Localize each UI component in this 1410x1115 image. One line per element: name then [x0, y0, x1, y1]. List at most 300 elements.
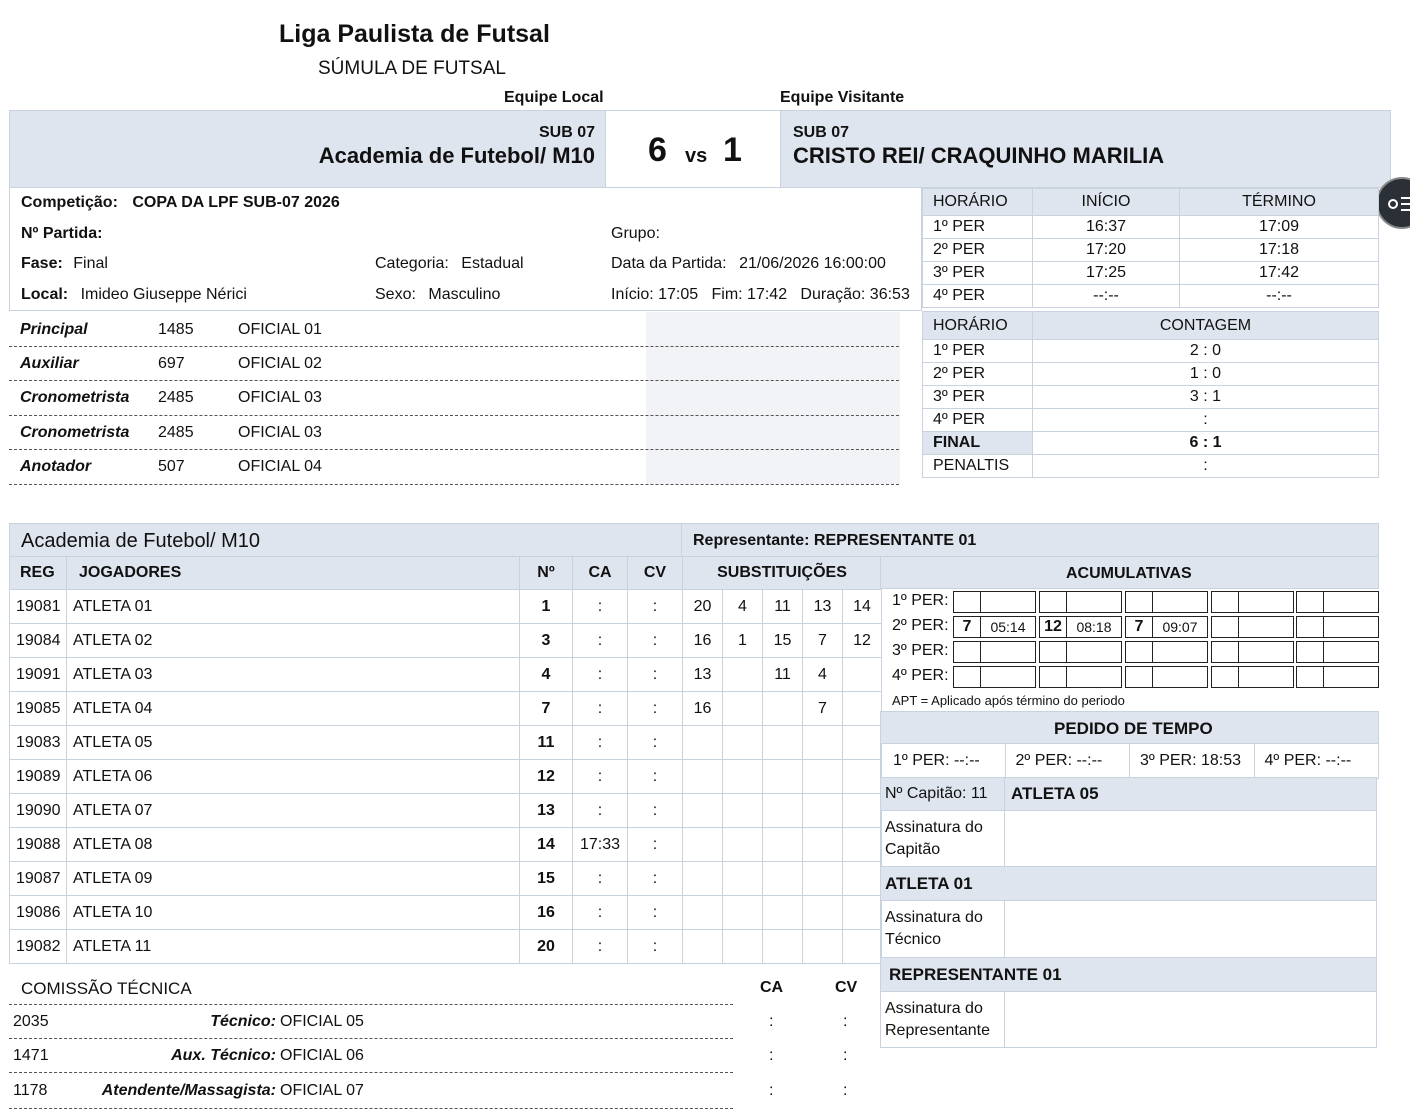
player-sub: [723, 760, 763, 794]
player-sub: [843, 930, 882, 964]
acum-time-box: 05:14: [980, 616, 1036, 638]
player-row: [10, 794, 882, 828]
comissao-ca: :: [769, 1082, 774, 1099]
player-sub: 11: [763, 590, 803, 624]
comissao-role: Aux. Técnico:: [171, 1047, 276, 1064]
final-label: FINAL: [923, 432, 1033, 455]
player-sub: [763, 828, 803, 862]
player-number: 11: [520, 726, 573, 760]
period-label: 2º PER: [923, 239, 1033, 262]
home-team-name: Academia de Futebol/ M10: [318, 143, 595, 168]
representante-bar: [681, 523, 1379, 557]
pedido-period: 4º PER: --:--: [1254, 744, 1379, 779]
player-reg: 19089: [10, 760, 67, 794]
player-name: ATLETA 03: [67, 658, 520, 692]
official-row: [9, 381, 899, 416]
player-sub: [763, 862, 803, 896]
official-row: [9, 312, 899, 347]
player-sub: [683, 760, 723, 794]
acum-player-box: 7: [953, 616, 981, 638]
horario-table: [922, 188, 1379, 308]
period-label: 3º PER: [923, 386, 1033, 409]
acum-time-box: [1152, 591, 1208, 613]
apt-note: APT = Aplicado após término do periodo: [892, 693, 1125, 708]
acum-time-box: [1066, 641, 1122, 663]
player-sub: 11: [763, 658, 803, 692]
comissao-num: 1471: [13, 1047, 49, 1064]
sexo-row: [375, 286, 500, 304]
acum-time-box: [1152, 641, 1208, 663]
comissao-role-wrap: [69, 1047, 276, 1065]
acum-time-box: [1323, 616, 1379, 638]
fase-label: Fase:: [21, 255, 63, 272]
sign-tecnico-field[interactable]: [1005, 901, 1377, 958]
acum-player-box: [1211, 591, 1239, 613]
player-row: [10, 624, 882, 658]
termino-header-cell: TÉRMINO: [1180, 189, 1379, 216]
period-label: 3º PER: [923, 262, 1033, 285]
player-reg: 19082: [10, 930, 67, 964]
player-row: [10, 590, 882, 624]
acum-player-box: [1296, 666, 1324, 688]
final-score: 6 : 1: [1033, 432, 1379, 455]
pedido-period: 3º PER: 18:53: [1130, 744, 1255, 779]
competicao-row: [21, 194, 340, 212]
comissao-role: Técnico:: [210, 1013, 276, 1030]
contagem-final-row: [923, 432, 1379, 455]
player-sub: [843, 692, 882, 726]
horario-row: [923, 262, 1379, 285]
team-title-bar: [9, 523, 682, 557]
acum-time-box: [980, 591, 1036, 613]
end-time: 17:09: [1180, 216, 1379, 239]
player-reg: 19086: [10, 896, 67, 930]
sign-tecnico-line2: Técnico: [885, 931, 942, 948]
end-time: 17:42: [1180, 262, 1379, 285]
categoria-row: [375, 255, 524, 273]
player-sub: [683, 794, 723, 828]
player-sub: 20: [683, 590, 723, 624]
player-reg: 19091: [10, 658, 67, 692]
acum-player-box: [1296, 616, 1324, 638]
inicio-header-cell: INÍCIO: [1033, 189, 1180, 216]
player-cv: :: [628, 624, 683, 658]
player-name: ATLETA 07: [67, 794, 520, 828]
player-row: [10, 862, 882, 896]
player-row: [10, 692, 882, 726]
player-number: 13: [520, 794, 573, 828]
tecnico-name: ATLETA 01: [881, 867, 1377, 901]
official-number: 1485: [158, 321, 194, 338]
player-sub: [763, 692, 803, 726]
official-name: OFICIAL 01: [238, 321, 322, 338]
official-role: Auxiliar: [20, 355, 79, 372]
players-table: [9, 556, 882, 964]
player-number: 15: [520, 862, 573, 896]
acum-time-box: [1323, 591, 1379, 613]
rep-name: REPRESENTANTE 01: [881, 958, 1377, 992]
acum-time-box: [1238, 666, 1294, 688]
player-sub: [723, 692, 763, 726]
player-name: ATLETA 01: [67, 590, 520, 624]
capitao-name: ATLETA 05: [1005, 778, 1377, 811]
official-role: Anotador: [20, 458, 92, 475]
acum-player-box: [1211, 641, 1239, 663]
local-value: Imideo Giuseppe Nérici: [80, 286, 247, 303]
acumulativas-title: ACUMULATIVAS: [1066, 565, 1192, 582]
player-sub: [843, 726, 882, 760]
end-time: 17:18: [1180, 239, 1379, 262]
player-sub: [803, 794, 843, 828]
acumulativas-panel: [880, 589, 1379, 711]
categoria-value: Estadual: [461, 255, 524, 272]
start-time: --:--: [1033, 285, 1180, 308]
player-ca: 17:33: [573, 828, 628, 862]
official-number: 2485: [158, 424, 194, 441]
player-sub: 14: [843, 590, 882, 624]
sign-rep-label: [881, 992, 1005, 1048]
pedido-period: 2º PER: --:--: [1005, 744, 1130, 779]
comissao-num: 2035: [13, 1013, 49, 1030]
comissao-role-wrap: [129, 1013, 276, 1031]
official-row: [9, 416, 899, 450]
penaltis-label: PENALTIS: [923, 455, 1033, 478]
capitao-label: Nº Capitão: 11: [881, 778, 1005, 811]
vs-label: vs: [685, 145, 708, 167]
comissao-role-wrap: [49, 1082, 276, 1100]
player-sub: [723, 896, 763, 930]
comissao-row: [9, 1005, 881, 1039]
representante-label: Representante: REPRESENTANTE 01: [693, 532, 977, 549]
period-score: :: [1033, 409, 1379, 432]
comissao-ca-header: CA: [760, 979, 784, 996]
player-sub: [723, 828, 763, 862]
grupo-label: Grupo:: [611, 225, 660, 242]
categoria-label: Categoria:: [375, 255, 449, 272]
official-name: OFICIAL 02: [238, 355, 322, 372]
player-cv: :: [628, 930, 683, 964]
num-header: Nº: [520, 557, 573, 590]
acum-player-box: [1211, 616, 1239, 638]
official-number: 2485: [158, 389, 194, 406]
horario-header-cell: HORÁRIO: [923, 312, 1033, 340]
player-sub: [683, 862, 723, 896]
tempo-row: Início: 17:05 Fim: 17:42 Duração: 36:53: [611, 286, 910, 303]
start-time: 17:20: [1033, 239, 1180, 262]
document-title: SÚMULA DE FUTSAL: [318, 58, 506, 79]
period-score: 3 : 1: [1033, 386, 1379, 409]
away-score: 1: [723, 131, 742, 169]
player-number: 3: [520, 624, 573, 658]
player-reg: 19087: [10, 862, 67, 896]
period-label: 1º PER: [923, 216, 1033, 239]
player-ca: :: [573, 726, 628, 760]
player-sub: 4: [803, 658, 843, 692]
player-ca: :: [573, 760, 628, 794]
period-score: 2 : 0: [1033, 340, 1379, 363]
pedido-header: [880, 711, 1379, 744]
comissao-name: OFICIAL 07: [280, 1082, 364, 1099]
sign-tecnico-label: [881, 901, 1005, 958]
acum-time-box: [1238, 616, 1294, 638]
contagem-row: [923, 409, 1379, 432]
period-label: 2º PER: [923, 363, 1033, 386]
player-ca: :: [573, 692, 628, 726]
pedido-title: PEDIDO DE TEMPO: [1054, 719, 1213, 738]
sign-captain-line2: Capitão: [885, 840, 941, 858]
sexo-label: Sexo:: [375, 286, 416, 303]
period-label: 4º PER: [923, 409, 1033, 432]
player-number: 4: [520, 658, 573, 692]
horario-row: [923, 239, 1379, 262]
player-sub: [683, 828, 723, 862]
player-name: ATLETA 06: [67, 760, 520, 794]
pedido-table: [880, 743, 1379, 779]
player-sub: 15: [763, 624, 803, 658]
acum-time-box: [1066, 591, 1122, 613]
players-header: [10, 557, 882, 590]
data-value: 21/06/2026 16:00:00: [739, 255, 886, 272]
official-row: [9, 347, 899, 381]
acum-period-label: 4º PER:: [892, 667, 949, 684]
player-sub: [683, 896, 723, 930]
player-cv: :: [628, 658, 683, 692]
away-team-name: CRISTO REI/ CRAQUINHO MARILIA: [793, 143, 1165, 168]
player-sub: 13: [683, 658, 723, 692]
player-sub: [843, 658, 882, 692]
sign-rep-field[interactable]: [1005, 992, 1377, 1048]
player-sub: 16: [683, 692, 723, 726]
penaltis-score: :: [1033, 455, 1379, 478]
player-sub: 16: [683, 624, 723, 658]
pedido-period: 1º PER: --:--: [881, 744, 1006, 779]
player-sub: 7: [803, 692, 843, 726]
acum-period-label: 2º PER:: [892, 617, 949, 634]
player-ca: :: [573, 896, 628, 930]
comissao-title: COMISSÃO TÉCNICA: [21, 979, 192, 998]
acum-player-box: [1125, 666, 1153, 688]
acum-time-box: 08:18: [1066, 616, 1122, 638]
acum-time-box: [1238, 641, 1294, 663]
acum-time-box: [1238, 591, 1294, 613]
cv-header: CV: [628, 557, 683, 590]
score-panel: [605, 110, 781, 188]
horario-row: [923, 216, 1379, 239]
player-cv: :: [628, 590, 683, 624]
acumulativas-header: [880, 556, 1379, 589]
player-cv: :: [628, 828, 683, 862]
player-ca: :: [573, 590, 628, 624]
player-number: 12: [520, 760, 573, 794]
officials-list: [9, 312, 899, 485]
contagem-row: [923, 363, 1379, 386]
player-name: ATLETA 08: [67, 828, 520, 862]
period-label: 1º PER: [923, 340, 1033, 363]
comissao-ca: :: [769, 1013, 774, 1030]
comissao-name: OFICIAL 05: [280, 1013, 364, 1030]
acum-time-box: [1066, 666, 1122, 688]
player-number: 7: [520, 692, 573, 726]
player-sub: 4: [723, 590, 763, 624]
player-sub: [803, 930, 843, 964]
player-row: [10, 930, 882, 964]
acum-player-box: [1296, 591, 1324, 613]
away-team-panel: [780, 110, 1391, 188]
player-sub: 12: [843, 624, 882, 658]
home-caption: Equipe Local: [504, 89, 604, 106]
acum-player-box: [1039, 591, 1067, 613]
player-ca: :: [573, 930, 628, 964]
player-reg: 19085: [10, 692, 67, 726]
player-ca: :: [573, 624, 628, 658]
away-category: SUB 07: [793, 124, 850, 141]
official-role: Cronometrista: [20, 424, 130, 441]
comissao-row: [9, 1073, 881, 1109]
acum-player-box: [1125, 641, 1153, 663]
player-ca: :: [573, 794, 628, 828]
home-category: SUB 07: [538, 124, 595, 141]
sign-rep-line2: Representante: [885, 1021, 990, 1039]
player-sub: 7: [803, 624, 843, 658]
player-row: [10, 760, 882, 794]
acum-time-box: [980, 666, 1036, 688]
acum-player-box: [1039, 666, 1067, 688]
player-name: ATLETA 05: [67, 726, 520, 760]
acum-player-box: [1211, 666, 1239, 688]
sexo-value: Masculino: [428, 286, 501, 303]
comissao-name: OFICIAL 06: [280, 1047, 364, 1064]
contagem-row: [923, 340, 1379, 363]
comissao-cv-header: CV: [835, 979, 858, 996]
official-row: [9, 450, 899, 485]
horario-header: [923, 189, 1379, 216]
official-name: OFICIAL 04: [238, 458, 322, 475]
acum-time-box: 09:07: [1152, 616, 1208, 638]
data-label: Data da Partida:: [611, 255, 727, 272]
player-row: [10, 726, 882, 760]
player-sub: [763, 760, 803, 794]
comissao-ca: :: [769, 1047, 774, 1064]
period-score: 1 : 0: [1033, 363, 1379, 386]
fase-value: Final: [73, 255, 108, 272]
comissao-cv: :: [843, 1047, 848, 1064]
signatures-table: [880, 777, 1377, 1048]
player-number: 14: [520, 828, 573, 862]
player-ca: :: [573, 658, 628, 692]
player-sub: [683, 726, 723, 760]
acum-player-box: [1296, 641, 1324, 663]
period-label: 4º PER: [923, 285, 1033, 308]
acum-player-box: [953, 666, 981, 688]
team-name: Academia de Futebol/ M10: [21, 530, 261, 552]
contagem-header-cell: CONTAGEM: [1033, 312, 1379, 340]
player-number: 1: [520, 590, 573, 624]
player-sub: [843, 760, 882, 794]
player-sub: [803, 896, 843, 930]
sign-tecnico-line1: Assinatura do: [885, 909, 983, 926]
acum-player-box: [1039, 641, 1067, 663]
acum-time-box: [1323, 641, 1379, 663]
player-cv: :: [628, 896, 683, 930]
contagem-row: [923, 386, 1379, 409]
official-number: 697: [158, 355, 185, 372]
sign-captain-line1: Assinatura do: [885, 818, 983, 836]
ca-header: CA: [573, 557, 628, 590]
data-row: [611, 255, 886, 273]
acum-player-box: [953, 591, 981, 613]
player-sub: [723, 794, 763, 828]
player-cv: :: [628, 760, 683, 794]
comissao-role: Atendente/Massagista:: [101, 1082, 276, 1099]
home-score: 6: [648, 131, 667, 169]
player-sub: [723, 862, 763, 896]
official-name: OFICIAL 03: [238, 389, 322, 406]
player-reg: 19090: [10, 794, 67, 828]
player-sub: [843, 828, 882, 862]
contagem-row: [923, 455, 1379, 478]
official-name: OFICIAL 03: [238, 424, 322, 441]
player-sub: 13: [803, 590, 843, 624]
official-role: Principal: [20, 321, 88, 338]
acum-time-box: [980, 641, 1036, 663]
acum-player-box: [953, 641, 981, 663]
comissao-cv: :: [843, 1013, 848, 1030]
subs-header: SUBSTITUIÇÕES: [683, 557, 882, 590]
player-name: ATLETA 10: [67, 896, 520, 930]
competicao-value: COPA DA LPF SUB-07 2026: [132, 194, 340, 211]
home-team-panel: [9, 110, 606, 188]
player-reg: 19084: [10, 624, 67, 658]
jogadores-header: JOGADORES: [67, 557, 520, 590]
acum-player-box: 12: [1039, 616, 1067, 638]
player-name: ATLETA 09: [67, 862, 520, 896]
player-cv: :: [628, 726, 683, 760]
sign-captain-field[interactable]: [1005, 811, 1377, 867]
league-title: Liga Paulista de Futsal: [279, 20, 550, 48]
local-label: Local:: [21, 286, 69, 303]
player-sub: [843, 862, 882, 896]
player-sub: [723, 726, 763, 760]
comissao-row: [9, 1039, 881, 1073]
local-row: [21, 286, 247, 304]
player-sub: [683, 930, 723, 964]
player-sub: [803, 862, 843, 896]
reg-header: REG: [10, 557, 67, 590]
player-row: [10, 828, 882, 862]
player-name: ATLETA 02: [67, 624, 520, 658]
acum-period-label: 1º PER:: [892, 592, 949, 609]
acum-player-box: [1125, 591, 1153, 613]
player-sub: [763, 930, 803, 964]
player-sub: [803, 760, 843, 794]
acum-player-box: 7: [1125, 616, 1153, 638]
away-caption: Equipe Visitante: [780, 89, 905, 106]
start-time: 16:37: [1033, 216, 1180, 239]
player-sub: [763, 726, 803, 760]
competicao-label: Competição:: [21, 194, 118, 211]
comissao-section: [9, 966, 881, 1115]
player-row: [10, 896, 882, 930]
end-time: --:--: [1180, 285, 1379, 308]
player-sub: [763, 794, 803, 828]
player-cv: :: [628, 794, 683, 828]
player-reg: 19083: [10, 726, 67, 760]
player-sub: [843, 794, 882, 828]
contagem-header: [923, 312, 1379, 340]
official-role: Cronometrista: [20, 389, 130, 406]
contagem-table: [922, 311, 1379, 478]
player-name: ATLETA 11: [67, 930, 520, 964]
